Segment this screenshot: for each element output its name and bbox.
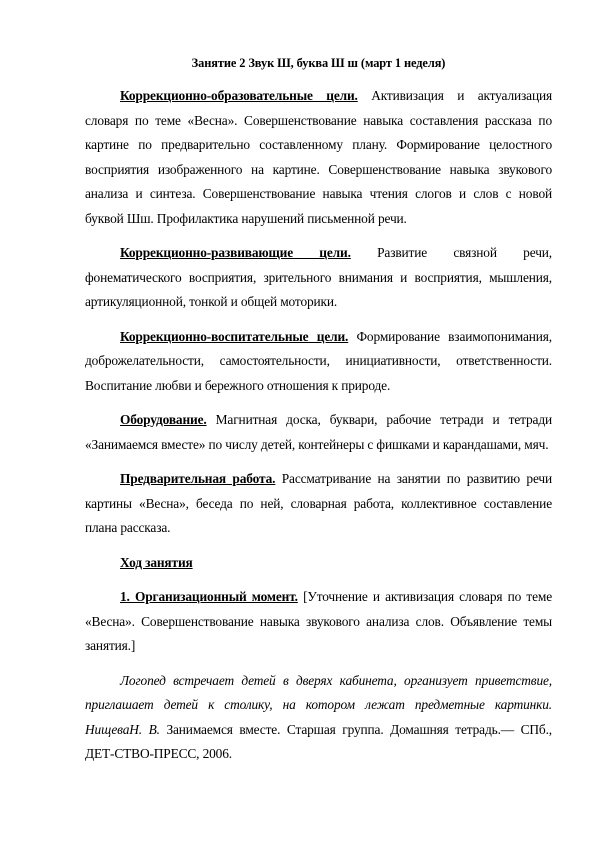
upbringing-goals-label: Коррекционно-воспитательные цели. xyxy=(120,328,349,344)
paragraph-upbringing-goals xyxy=(85,325,552,399)
paragraph-preliminary-work xyxy=(85,467,552,541)
paragraph-teacher-action xyxy=(85,669,552,767)
reference-author: НищеваН. В. xyxy=(85,721,160,737)
paragraph-developmental-goals xyxy=(85,241,552,315)
teacher-action-italic: Логопед встречает детей в дверях кабинета, организует приветствие, приглашает детей к столику, на котором лежат предметные картинки. xyxy=(85,672,552,712)
paragraph-equipment xyxy=(85,408,552,457)
upbringing-goals-text: Формирование взаимопонимания, доброжелательности, самостоятельности, инициативности, ответственности. Воспитание любви и бережного отношения к природе. xyxy=(85,328,552,393)
paragraph-educational-goals xyxy=(85,84,552,231)
educational-goals-label: Коррекционно-образовательные цели. xyxy=(120,88,358,103)
educational-goals-text: Активизация и актуализация словаря по теме «Весна». Совершенствование навыка составления рассказа по картине по предварительно составленному плану. Формирование целостного восприятия изображенного на картине. Совершенствование навыка звукового анализа и синтеза. Совершенствование навыка чтения слогов и слов с новой буквой Шш. Профилактика нарушений письменной речи. xyxy=(85,88,552,226)
developmental-goals-text: Развитие связной речи, фонематического восприятия, зрительного внимания и восприятия, мышления, артикуляционной, тонкой и общей моторики. xyxy=(85,245,552,309)
org-moment-label: 1. Организационный момент. xyxy=(120,589,298,604)
lesson-title: Занятие 2 Звук Ш, буква Ш ш (март 1 неделя) xyxy=(191,56,446,70)
lesson-progress-heading: Ход занятия xyxy=(120,554,193,570)
section-heading xyxy=(85,551,552,576)
developmental-goals-label: Коррекционно-развивающие цели. xyxy=(120,245,351,260)
equipment-text: Магнитная доска, буквари, рабочие тетради и тетради «Занимаемся вместе» по числу детей, контейнеры с фишками и карандашами, мяч. xyxy=(85,412,552,452)
preliminary-work-text: Рассматривание на занятии по развитию речи картины «Весна», беседа по ней, словарная работа, коллективное составление плана рассказа. xyxy=(85,471,552,535)
reference-text: Занимаемся вместе. Старшая группа. Домашняя тетрадь.— СПб., ДЕТ-СТВО-ПРЕСС, 2006. xyxy=(85,721,552,761)
paragraph-org-moment xyxy=(85,585,552,659)
document-body xyxy=(85,54,552,767)
preliminary-work-label: Предварительная работа. xyxy=(120,471,276,486)
org-moment-text: [Уточнение и активизация словаря по теме «Весна». Совершенствование навыка звукового анализа слов. Объявление темы занятия.] xyxy=(85,589,553,653)
equipment-label: Оборудование. xyxy=(120,412,207,427)
